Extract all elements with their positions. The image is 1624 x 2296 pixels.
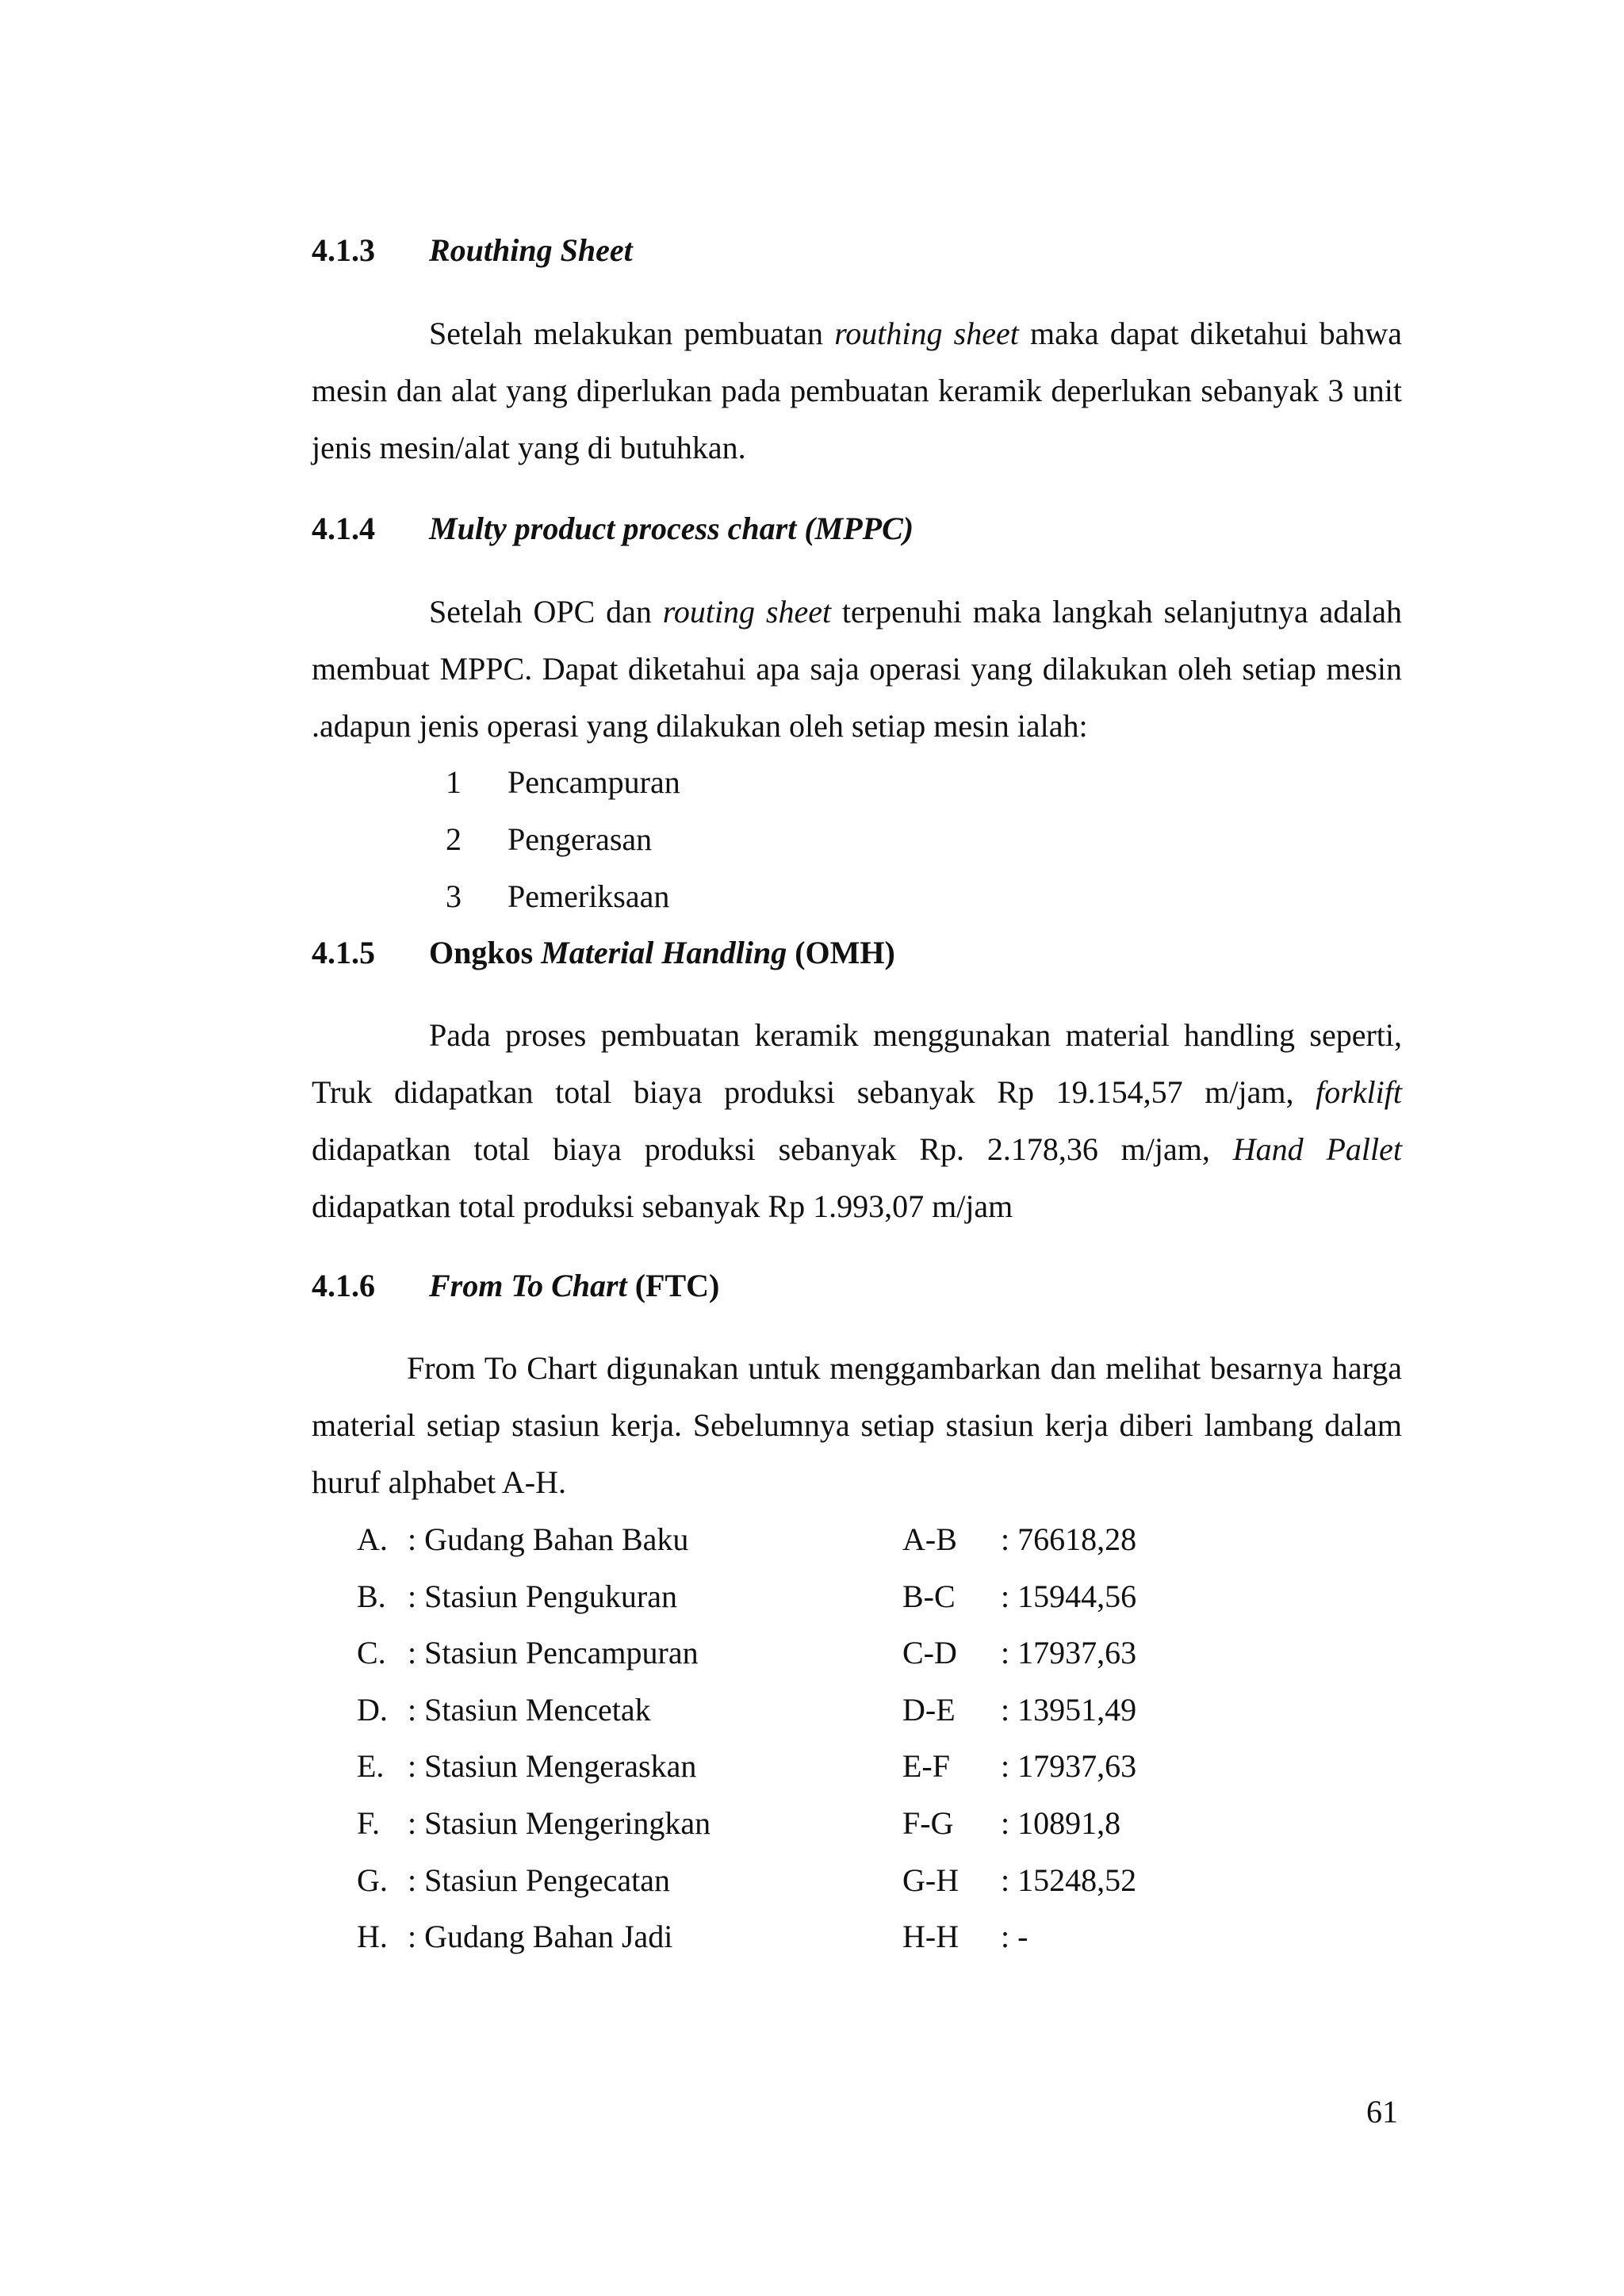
list-item-number: 2 xyxy=(446,821,462,857)
list-item-text: Pencampuran xyxy=(508,764,680,800)
station-pair: C-D xyxy=(902,1635,957,1670)
station-pair: G-H xyxy=(902,1862,959,1898)
station-letter: G. xyxy=(357,1862,388,1898)
paragraph-omh xyxy=(312,1007,1402,1235)
paragraph-text: didapatkan total produksi sebanyak Rp 1.993,07 m/jam xyxy=(312,1188,1013,1224)
heading-title-italic: Material Handling xyxy=(541,935,787,970)
station-pair: B-C xyxy=(902,1578,956,1614)
station-pair: E-F xyxy=(902,1748,950,1784)
paragraph-text: Setelah OPC dan xyxy=(429,594,663,629)
station-value: : 15944,56 xyxy=(1001,1578,1137,1614)
station-value: : 76618,28 xyxy=(1001,1521,1137,1557)
station-value: : 10891,8 xyxy=(1001,1805,1121,1841)
paragraph-italic-term: routhing sheet xyxy=(834,316,1019,351)
station-letter: A. xyxy=(357,1521,388,1557)
station-name: : Stasiun Pengecatan xyxy=(408,1862,671,1898)
station-name: : Gudang Bahan Baku xyxy=(408,1521,689,1557)
station-letter: D. xyxy=(357,1692,388,1728)
heading-4-1-6 xyxy=(312,1267,719,1304)
heading-title-part: (FTC) xyxy=(626,1268,720,1303)
heading-4-1-5 xyxy=(312,934,895,971)
paragraph-text: Pada proses pembuatan keramik menggunakan material handling seperti, Truk didapatkan total biaya produksi sebanyak Rp 19.154,57 m/jam, xyxy=(312,1017,1402,1110)
heading-title-part: Ongkos xyxy=(429,935,542,970)
heading-number: 4.1.4 xyxy=(312,511,375,546)
heading-4-1-4 xyxy=(312,510,914,547)
station-letter: C. xyxy=(357,1635,386,1670)
station-pair: H-H xyxy=(902,1919,959,1954)
station-letter: H. xyxy=(357,1919,388,1954)
heading-number: 4.1.6 xyxy=(312,1268,375,1303)
station-value: : 17937,63 xyxy=(1001,1748,1137,1784)
paragraph-text: Setelah melakukan pembuatan xyxy=(429,316,835,351)
list-item-text: Pengerasan xyxy=(508,821,653,857)
paragraph-text: didapatkan total biaya produksi sebanyak Rp. 2.178,36 m/jam, xyxy=(312,1131,1233,1167)
paragraph-routhing-sheet xyxy=(312,305,1402,476)
heading-title: Multy product process chart (MPPC) xyxy=(429,511,914,546)
station-pair: F-G xyxy=(902,1805,954,1841)
heading-title-part: (OMH) xyxy=(787,935,895,970)
station-name: : Stasiun Mengeraskan xyxy=(408,1748,697,1784)
station-pair: A-B xyxy=(902,1521,957,1557)
paragraph-italic-term: forklift xyxy=(1316,1074,1402,1110)
station-letter: F. xyxy=(357,1805,381,1841)
paragraph-text: maka dapat diketahui bahwa mesin dan alat yang diperlukan pada pembuatan keramik deperlukan sebanyak 3 unit jenis mesin/alat yang di butuhkan. xyxy=(312,316,1403,465)
paragraph-italic-term: Hand Pallet xyxy=(1232,1131,1402,1167)
station-name: : Stasiun Mengeringkan xyxy=(408,1805,711,1841)
paragraph-text: From To Chart digunakan untuk menggambarkan dan melihat besarnya harga material setiap stasiun kerja. Sebelumnya setiap stasiun kerja diberi lambang dalam huruf alphabet A-H. xyxy=(312,1350,1402,1500)
station-name: : Stasiun Pengukuran xyxy=(408,1578,677,1614)
station-name: : Gudang Bahan Jadi xyxy=(408,1919,673,1954)
heading-title-italic: From To Chart xyxy=(429,1268,627,1303)
list-item-number: 1 xyxy=(446,764,462,800)
station-name: : Stasiun Mencetak xyxy=(408,1692,651,1728)
list-item-text: Pemeriksaan xyxy=(508,878,670,914)
heading-number: 4.1.3 xyxy=(312,232,375,268)
station-value: : 13951,49 xyxy=(1001,1692,1137,1728)
station-letter: E. xyxy=(357,1748,385,1784)
paragraph-italic-term: routing sheet xyxy=(662,594,832,629)
station-pair: D-E xyxy=(902,1692,956,1728)
heading-title: Routhing Sheet xyxy=(429,232,633,268)
heading-4-1-3 xyxy=(312,232,633,269)
station-letter: B. xyxy=(357,1578,386,1614)
station-name: : Stasiun Pencampuran xyxy=(408,1635,699,1670)
page-number: 61 xyxy=(1366,2094,1398,2130)
station-value: : 15248,52 xyxy=(1001,1862,1137,1898)
paragraph-ftc xyxy=(312,1340,1402,1511)
heading-number: 4.1.5 xyxy=(312,935,375,970)
station-value: : - xyxy=(1001,1919,1028,1954)
station-value: : 17937,63 xyxy=(1001,1635,1137,1670)
paragraph-text: terpenuhi maka langkah selanjutnya adalah membuat MPPC. Dapat diketahui apa saja operasi yang dilakukan oleh setiap mesin .adapun jenis operasi yang dilakukan oleh setiap mesin ialah: xyxy=(312,594,1402,744)
list-item-number: 3 xyxy=(446,878,462,914)
paragraph-mppc xyxy=(312,584,1402,755)
